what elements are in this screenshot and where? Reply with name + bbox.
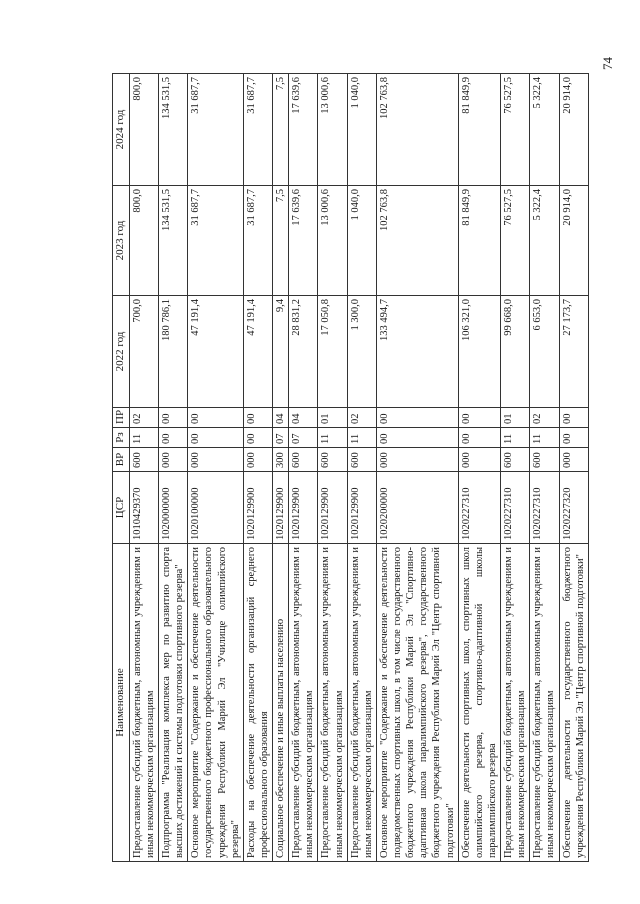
row-2023: 1 040,0 bbox=[347, 186, 376, 296]
row-2022: 1 300,0 bbox=[347, 296, 376, 408]
row-rz: 00 bbox=[458, 428, 500, 448]
row-pr: 02 bbox=[530, 408, 559, 428]
header-2024: 2024 год bbox=[113, 74, 130, 186]
row-2023: 76 527,5 bbox=[501, 186, 530, 296]
header-2023: 2023 год bbox=[113, 186, 130, 296]
row-pr: 02 bbox=[129, 408, 158, 428]
header-rz: Рз bbox=[113, 428, 130, 448]
header-2022: 2022 год bbox=[113, 296, 130, 408]
row-name: Предоставление субсидий бюджетным, автономным учреждениям и иным некоммерческим организациям bbox=[129, 544, 158, 862]
row-pr: 00 bbox=[458, 408, 500, 428]
row-2022: 99 668,0 bbox=[501, 296, 530, 408]
table-row bbox=[129, 74, 158, 862]
row-name: Расходы на обеспечение деятельности организаций среднего профессионального образования bbox=[243, 544, 272, 862]
row-2024: 17 639,6 bbox=[289, 74, 318, 186]
row-2022: 700,0 bbox=[129, 296, 158, 408]
row-vr: 600 bbox=[318, 448, 347, 472]
row-2022: 6 653,0 bbox=[530, 296, 559, 408]
row-name: Основное мероприятие "Содержание и обеспечение деятельности подведомственных спортивных школ, в том числе государственного бюджетного учреждения Республики Марий Эл "Спортивно-адаптивная школа паралимпийского резерва", государственного бюджетного учреждения Республики Марий Эл "Центр спортивной подготовки" bbox=[376, 544, 458, 862]
row-rz: 00 bbox=[159, 428, 188, 448]
row-pr: 01 bbox=[318, 408, 347, 428]
row-vr: 600 bbox=[289, 448, 318, 472]
row-2023: 31 687,7 bbox=[188, 186, 244, 296]
row-name: Предоставление субсидий бюджетным, автономным учреждениям и иным некоммерческим организациям bbox=[289, 544, 318, 862]
row-2023: 800,0 bbox=[129, 186, 158, 296]
row-pr: 04 bbox=[289, 408, 318, 428]
row-name: Предоставление субсидий бюджетным, автономным учреждениям и иным некоммерческим организациям bbox=[530, 544, 559, 862]
row-vr: 000 bbox=[159, 448, 188, 472]
row-name: Обеспечение деятельности государственного бюджетного учреждения Республики Марий Эл "Центр спортивной подготовки" bbox=[559, 544, 588, 862]
row-csr: 1020100000 bbox=[188, 472, 244, 544]
row-rz: 11 bbox=[347, 428, 376, 448]
row-name: Предоставление субсидий бюджетным, автономным учреждениям и иным некоммерческим организациям bbox=[501, 544, 530, 862]
row-vr: 000 bbox=[458, 448, 500, 472]
row-name: Обеспечение деятельности спортивных школ, спортивных школ олимпийского резерва, спортивно-адаптивной школы паралимпийского резерва bbox=[458, 544, 500, 862]
table-row bbox=[458, 74, 500, 862]
row-vr: 300 bbox=[273, 448, 289, 472]
row-pr: 01 bbox=[501, 408, 530, 428]
row-csr: 1020000000 bbox=[159, 472, 188, 544]
table-row bbox=[273, 74, 289, 862]
row-pr: 00 bbox=[559, 408, 588, 428]
row-pr: 00 bbox=[188, 408, 244, 428]
row-vr: 000 bbox=[243, 448, 272, 472]
row-2024: 1 040,0 bbox=[347, 74, 376, 186]
row-rz: 00 bbox=[243, 428, 272, 448]
header-vr: ВР bbox=[113, 448, 130, 472]
row-2024: 800,0 bbox=[129, 74, 158, 186]
row-2022: 9,4 bbox=[273, 296, 289, 408]
row-rz: 11 bbox=[129, 428, 158, 448]
budget-table bbox=[112, 73, 589, 862]
row-2024: 20 914,0 bbox=[559, 74, 588, 186]
row-csr: 1020227310 bbox=[458, 472, 500, 544]
row-vr: 600 bbox=[347, 448, 376, 472]
page-number: 74 bbox=[600, 57, 615, 70]
row-2023: 20 914,0 bbox=[559, 186, 588, 296]
row-2022: 17 050,8 bbox=[318, 296, 347, 408]
row-rz: 00 bbox=[376, 428, 458, 448]
row-2023: 134 531,5 bbox=[159, 186, 188, 296]
row-2024: 81 849,9 bbox=[458, 74, 500, 186]
row-rz: 11 bbox=[501, 428, 530, 448]
row-name: Предоставление субсидий бюджетным, автономным учреждениям и иным некоммерческим организациям bbox=[318, 544, 347, 862]
row-name: Предоставление субсидий бюджетным, автономным учреждениям и иным некоммерческим организациям bbox=[347, 544, 376, 862]
header-pr: ПР bbox=[113, 408, 130, 428]
row-csr: 1010429370 bbox=[129, 472, 158, 544]
row-csr: 1020227310 bbox=[501, 472, 530, 544]
row-rz: 00 bbox=[559, 428, 588, 448]
row-csr: 1020129900 bbox=[289, 472, 318, 544]
row-name: Подпрограмма "Реализация комплекса мер по развитию спорта высших достижений и системы подготовки спортивного резерва" bbox=[159, 544, 188, 862]
row-csr: 1020227320 bbox=[559, 472, 588, 544]
row-2023: 7,5 bbox=[273, 186, 289, 296]
row-rz: 07 bbox=[273, 428, 289, 448]
row-2024: 76 527,5 bbox=[501, 74, 530, 186]
table-row bbox=[289, 74, 318, 862]
row-2023: 31 687,7 bbox=[243, 186, 272, 296]
row-2023: 102 763,8 bbox=[376, 186, 458, 296]
row-2024: 7,5 bbox=[273, 74, 289, 186]
table-row bbox=[376, 74, 458, 862]
row-2022: 28 831,2 bbox=[289, 296, 318, 408]
table-row bbox=[243, 74, 272, 862]
row-vr: 600 bbox=[129, 448, 158, 472]
row-pr: 00 bbox=[376, 408, 458, 428]
row-2022: 180 786,1 bbox=[159, 296, 188, 408]
row-2022: 47 191,4 bbox=[243, 296, 272, 408]
table-row bbox=[501, 74, 530, 862]
row-2023: 17 639,6 bbox=[289, 186, 318, 296]
row-csr: 1020129900 bbox=[347, 472, 376, 544]
header-csr: ЦСР bbox=[113, 472, 130, 544]
row-name: Основное мероприятие "Содержание и обеспечение деятельности государственного бюджетного профессионального образовательного учреждения Республики Марий Эл "Училище олимпийского резерва" bbox=[188, 544, 244, 862]
row-csr: 1020227310 bbox=[530, 472, 559, 544]
row-pr: 02 bbox=[347, 408, 376, 428]
table-row bbox=[530, 74, 559, 862]
table-row bbox=[347, 74, 376, 862]
row-vr: 600 bbox=[501, 448, 530, 472]
row-pr: 04 bbox=[273, 408, 289, 428]
row-pr: 00 bbox=[159, 408, 188, 428]
row-rz: 00 bbox=[188, 428, 244, 448]
row-vr: 000 bbox=[559, 448, 588, 472]
row-2022: 106 321,0 bbox=[458, 296, 500, 408]
row-2022: 133 494,7 bbox=[376, 296, 458, 408]
row-name: Социальное обеспечение и иные выплаты населению bbox=[273, 544, 289, 862]
row-2023: 81 849,9 bbox=[458, 186, 500, 296]
row-vr: 600 bbox=[530, 448, 559, 472]
table-row bbox=[159, 74, 188, 862]
row-pr: 00 bbox=[243, 408, 272, 428]
row-2024: 31 687,7 bbox=[243, 74, 272, 186]
row-2024: 31 687,7 bbox=[188, 74, 244, 186]
row-2024: 102 763,8 bbox=[376, 74, 458, 186]
table-row bbox=[559, 74, 588, 862]
row-rz: 11 bbox=[318, 428, 347, 448]
row-csr: 1020129900 bbox=[318, 472, 347, 544]
table-row bbox=[318, 74, 347, 862]
rotated-table-wrapper bbox=[112, 74, 590, 862]
row-vr: 000 bbox=[188, 448, 244, 472]
row-2024: 5 322,4 bbox=[530, 74, 559, 186]
row-rz: 11 bbox=[530, 428, 559, 448]
table-row bbox=[188, 74, 244, 862]
row-vr: 000 bbox=[376, 448, 458, 472]
row-rz: 07 bbox=[289, 428, 318, 448]
row-2024: 13 000,6 bbox=[318, 74, 347, 186]
row-csr: 1020200000 bbox=[376, 472, 458, 544]
row-2024: 134 531,5 bbox=[159, 74, 188, 186]
row-csr: 1020129900 bbox=[243, 472, 272, 544]
row-2023: 13 000,6 bbox=[318, 186, 347, 296]
row-2022: 47 191,4 bbox=[188, 296, 244, 408]
header-name: Наименование bbox=[113, 544, 130, 862]
row-2022: 27 173,7 bbox=[559, 296, 588, 408]
table-header-row bbox=[113, 74, 130, 862]
row-csr: 1020129900 bbox=[273, 472, 289, 544]
row-2023: 5 322,4 bbox=[530, 186, 559, 296]
